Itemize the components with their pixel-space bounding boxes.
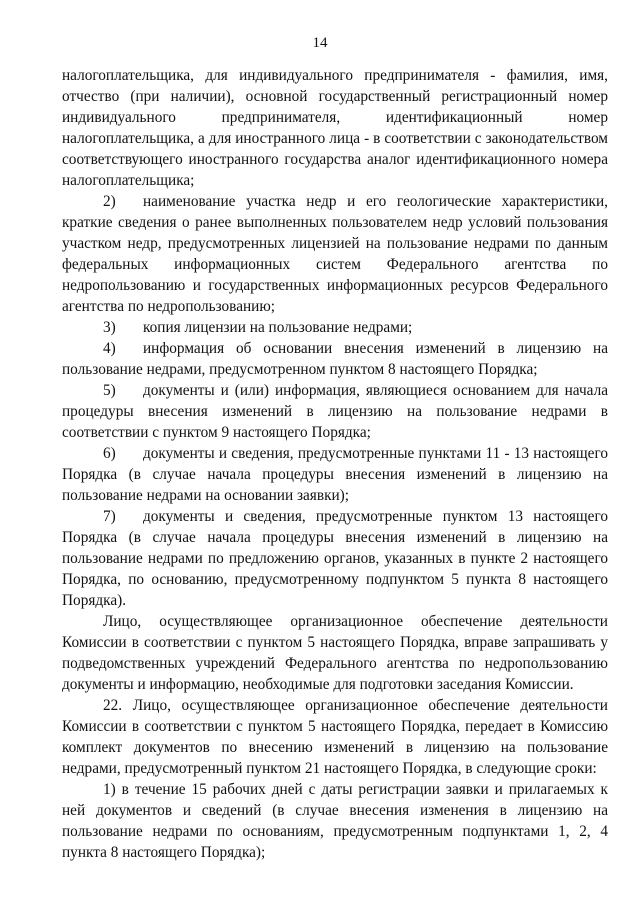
document-body (62, 65, 608, 863)
list-item-number: 3) (103, 319, 116, 336)
list-item-2 (62, 191, 608, 317)
list-item-3 (62, 317, 608, 338)
list-item-4 (62, 338, 608, 380)
list-item-6 (62, 443, 608, 506)
list-item-number: 7) (103, 508, 116, 525)
paragraph-22: 22. Лицо, осуществляющее организационное обеспечение деятельности Комиссии в соответствии с пунктом 5 настоящего Порядка, передает в Комиссию комплект документов по внесению изменений в лицензию на пользование недрами, предусмотренный пунктом 21 настоящего Порядка, в следующие сроки: (62, 697, 608, 777)
list-item-text: копия лицензии на пользование недрами; (143, 319, 413, 336)
page-number: 14 (312, 35, 328, 51)
paragraph-22-1: 1) в течение 15 рабочих дней с даты регистрации заявки и прилагаемых к ней документов и сведений (в случае внесения изменения в лицензию на пользование недрами по основаниям, предусмотренным подпунктами 1, 2, 4 пункта 8 настоящего Порядка); (62, 781, 608, 861)
paragraph-continuation: налогоплательщика, для индивидуального предпринимателя - фамилия, имя, отчество (при наличии), основной государственный регистрационный номер индивидуального предпринимателя, идентификационный номер налогоплательщика, а для иностранного лица - в соответствии с законодательством соответствующего иностранного государства аналог идентификационного номера налогоплательщика; (62, 67, 608, 189)
list-item-number: 5) (103, 382, 116, 399)
list-item-text: документы и сведения, предусмотренные пунктами 11 - 13 настоящего Порядка (в случае начала процедуры внесения изменений в лицензию на пользование недрами на основании заявки); (62, 445, 608, 504)
list-item-number: 6) (103, 445, 116, 462)
list-item-number: 4) (103, 340, 116, 357)
list-item-text: документы и (или) информация, являющиеся основанием для начала процедуры внесения изменений в лицензию на пользование недрами в соответствии с пунктом 9 настоящего Порядка; (62, 382, 608, 441)
list-item-text: информация об основании внесения изменений в лицензию на пользование недрами, предусмотренном пунктом 8 настоящего Порядка; (62, 340, 608, 378)
list-item-number: 2) (103, 193, 116, 210)
list-item-text: наименование участка недр и его геологические характеристики, краткие сведения о ранее выполненных пользователем недр условий пользования участком недр, предусмотренных лицензией на пользование недрами по данным федеральных информационных систем Федерального агентства по недропользованию и государственных информационных ресурсов Федерального агентства по недропользованию; (62, 193, 608, 315)
paragraph-lico: Лицо, осуществляющее организационное обеспечение деятельности Комиссии в соответствии с пунктом 5 настоящего Порядка, вправе запрашивать у подведомственных учреждений Федерального агентства по недропользованию документы и информацию, необходимые для подготовки заседания Комиссии. (62, 613, 608, 693)
list-item-5 (62, 380, 608, 443)
list-item-text: документы и сведения, предусмотренные пунктом 13 настоящего Порядка (в случае начала процедуры внесения изменений в лицензию на пользование недрами по предложению органов, указанных в пункте 2 настоящего Порядка, по основанию, предусмотренному подпунктом 5 пункта 8 настоящего Порядка). (62, 508, 608, 609)
list-item-7 (62, 506, 608, 611)
